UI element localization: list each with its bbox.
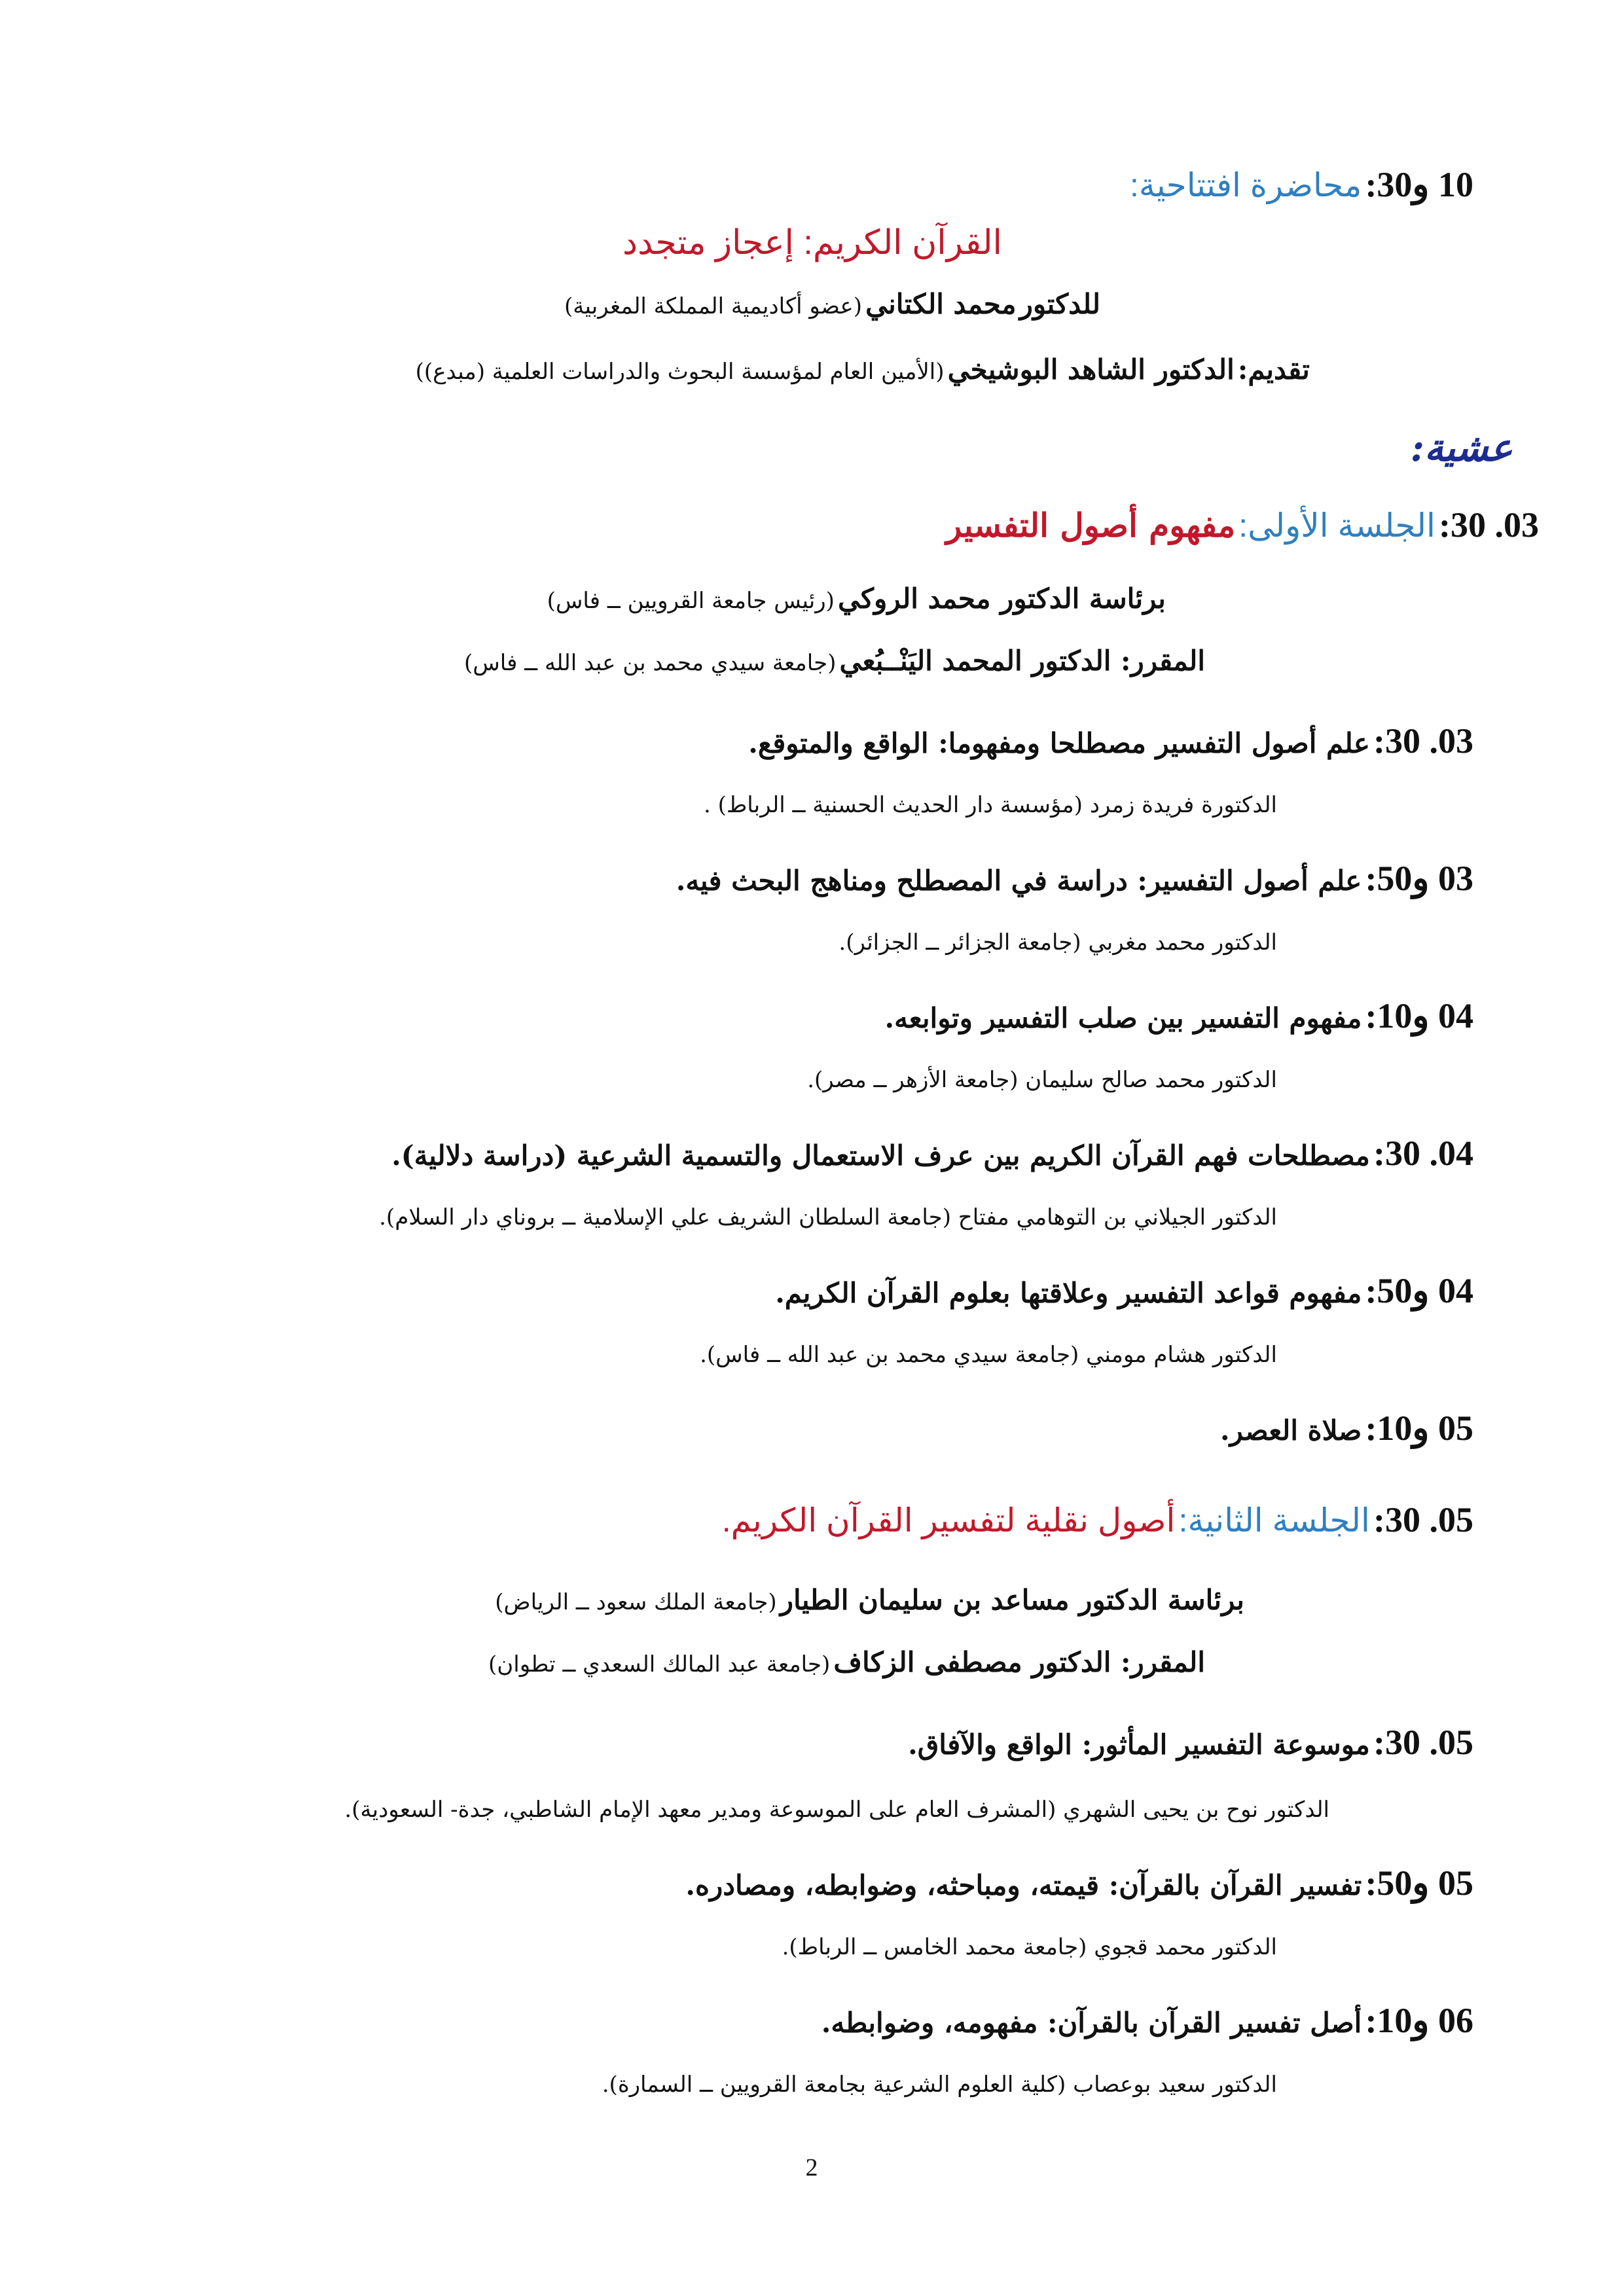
evening-heading: عشية: <box>1410 425 1513 470</box>
session1-chair: برئاسة الدكتور محمد الروكي (رئيس جامعة القرويين ــ فاس) <box>547 583 1166 615</box>
talk-speaker: الدكتور هشام مومني (جامعة سيدي محمد بن عبد الله ــ فاس). <box>700 1342 1277 1368</box>
opening-time: 10 و30: <box>1365 165 1473 204</box>
prayer-break: 05 و10: صلاة العصر. <box>1220 1408 1473 1448</box>
session2-heading <box>722 1499 1473 1541</box>
opening-title-line <box>623 223 1002 263</box>
talk-title: 04 و10: مفهوم التفسير بين صلب التفسير وتوابعه. <box>884 996 1473 1035</box>
talk-speaker: الدكتور الجيلاني بن التوهامي مفتاح (جامعة السلطان الشريف علي الإسلامية ــ بروناي دار السلام). <box>379 1204 1277 1230</box>
opening-label: محاضرة افتتاحية: <box>1130 167 1362 204</box>
talk-title: 04. 30: مصطلحات فهم القرآن الكريم بين عرف الاستعمال والتسمية الشرعية (دراسة دلالية). <box>391 1134 1473 1173</box>
talk-title: 04 و50: مفهوم قواعد التفسير وعلاقتها بعلوم القرآن الكريم. <box>775 1271 1473 1310</box>
talk-speaker: الدكتورة فريدة زمرد (مؤسسة دار الحديث الحسنية ــ الرباط) . <box>703 792 1277 818</box>
page-number: 2 <box>805 2154 818 2181</box>
talk-speaker: الدكتور نوح بن يحيى الشهري (المشرف العام على الموسوعة ومدير معهد الإمام الشاطبي، جدة- السعودية). <box>344 1797 1329 1823</box>
talk-speaker: الدكتور محمد مغربي (جامعة الجزائر ــ الجزائر). <box>839 929 1277 956</box>
talk-title: 05 و50: تفسير القرآن بالقرآن: قيمته، ومباحثه، وضوابطه، ومصادره. <box>685 1863 1473 1903</box>
talk-title: 03 و50: علم أصول التفسير: دراسة في المصطلح ومناهج البحث فيه. <box>676 859 1473 898</box>
session1-title: مفهوم أصول التفسير <box>946 506 1236 545</box>
session1-time: 03. 30: <box>1439 505 1539 545</box>
opening-intro: تقديم: الدكتور الشاهد البوشيخي (الأمين العام لمؤسسة البحوث والدراسات العلمية (مبدع)) <box>415 353 1310 386</box>
session2-time: 05. 30: <box>1373 1500 1473 1539</box>
opening-title: القرآن الكريم: إعجاز متجدد <box>622 224 1002 262</box>
session1-rapporteur: المقرر: الدكتور المحمد اليَنْــبُعي (جامعة سيدي محمد بن عبد الله ــ فاس) <box>464 645 1205 677</box>
talk-title: 05. 30: موسوعة التفسير المأثور: الواقع والآفاق. <box>908 1723 1473 1762</box>
talk-speaker: الدكتور محمد قجوي (جامعة محمد الخامس ــ الرباط). <box>782 1934 1277 1960</box>
talk-speaker: الدكتور محمد صالح سليمان (جامعة الأزهر ــ مصر). <box>807 1067 1277 1093</box>
talk-title: 06 و10: أصل تفسير القرآن بالقرآن: مفهومه، وضوابطه. <box>821 2001 1473 2040</box>
talk-speaker: الدكتور سعيد بوعصاب (كلية العلوم الشرعية بجامعة القرويين ــ السمارة). <box>602 2072 1277 2098</box>
session2-title: أصول نقلية لتفسير القرآن الكريم. <box>721 1502 1176 1539</box>
talk-title: 03. 30: علم أصول التفسير مصطلحا ومفهوما: الواقع والمتوقع. <box>748 721 1473 761</box>
session2-chair: برئاسة الدكتور مساعد بن سليمان الطيار (جامعة الملك سعود ــ الرياض) <box>495 1584 1244 1616</box>
session2-label: الجلسة الثانية: <box>1178 1502 1370 1539</box>
opening-speaker: للدكتور محمد الكتاني (عضو أكاديمية المملكة المغربية) <box>564 288 1100 320</box>
opening-lecture-heading <box>1130 164 1473 206</box>
session2-rapporteur: المقرر: الدكتور مصطفى الزكاف (جامعة عبد المالك السعدي ــ تطوان) <box>488 1646 1205 1678</box>
session1-label: الجلسة الأولى: <box>1238 507 1435 544</box>
session1-heading <box>946 504 1539 547</box>
